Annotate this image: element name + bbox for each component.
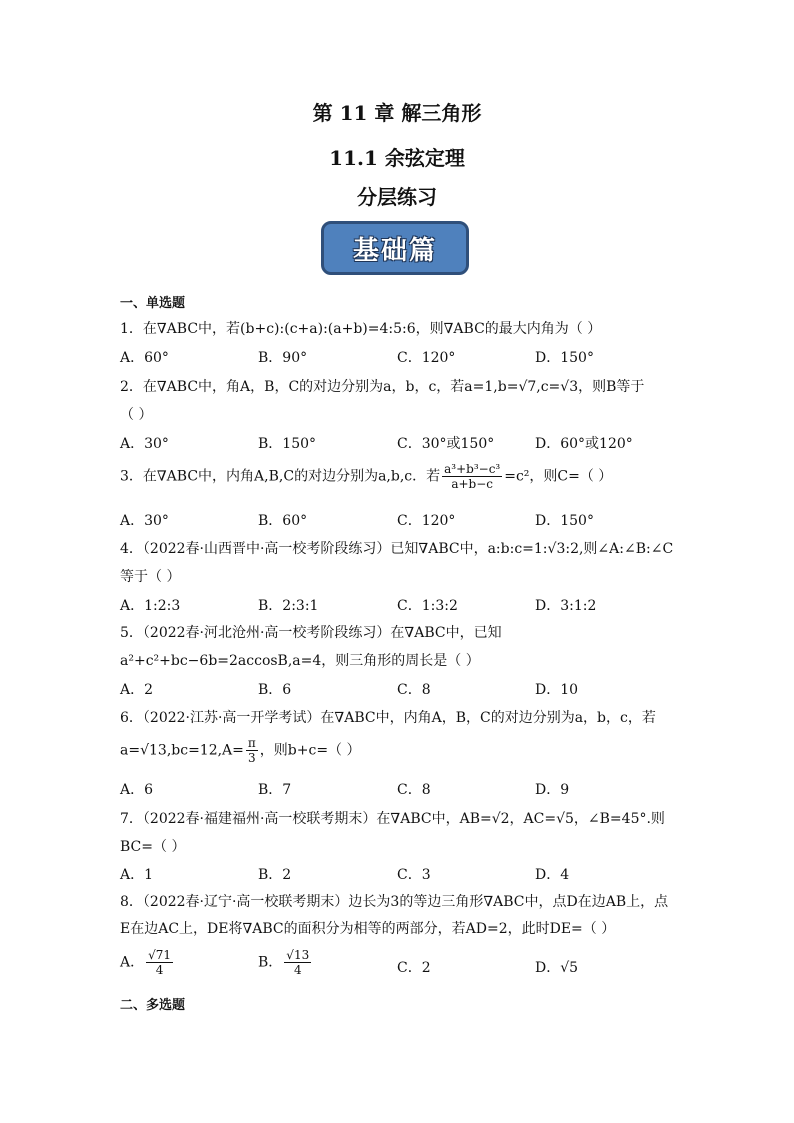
- q7-option-d[interactable]: D．4: [535, 867, 570, 883]
- q5-option-c[interactable]: C．8: [397, 682, 431, 698]
- q7-option-c[interactable]: C．3: [397, 867, 431, 883]
- q1-option-a[interactable]: A．60°: [120, 350, 169, 366]
- question-1-stem: 1．在∇ABC中，若(b+c):(c+a):(a+b)=4:5:6，则∇ABC的最大内角为（ ）: [120, 321, 602, 337]
- q7-option-a[interactable]: A．1: [120, 867, 154, 883]
- chapter-title: 第 11 章 解三角形: [312, 101, 482, 125]
- q3-option-a[interactable]: A．30°: [120, 513, 169, 529]
- q8-option-b[interactable]: [258, 948, 313, 977]
- q6-option-a[interactable]: A．6: [120, 782, 154, 798]
- q6-option-d[interactable]: D．9: [535, 782, 570, 798]
- badge-label: 基础篇: [352, 235, 437, 266]
- question-8-stem: 8．（2022春·辽宁·高一校联考期末）边长为3的等边三角形∇ABC中，点D在边AB上，点: [120, 894, 669, 910]
- question-5-stem: 5．（2022春·河北沧州·高一校考阶段练习）在∇ABC中，已知: [120, 625, 502, 641]
- question-3-stem: [120, 462, 612, 491]
- q5-option-a[interactable]: A．2: [120, 682, 154, 698]
- q4-option-a[interactable]: A．1:2:3: [120, 598, 181, 614]
- q1-option-d[interactable]: D．150°: [535, 350, 594, 366]
- q6-fraction-denominator: 3: [248, 751, 256, 765]
- q8-option-a-label: A．: [120, 954, 145, 971]
- q1-option-b[interactable]: B．90°: [258, 350, 308, 366]
- q4-option-b[interactable]: B．2:3:1: [258, 598, 319, 614]
- q2-option-b[interactable]: B．150°: [258, 436, 317, 452]
- section-heading-multiple-choice: 二、多选题: [120, 998, 186, 1013]
- q6-stem-cont-pre: a=√13,bc=12,A=: [120, 742, 244, 759]
- question-8-stem-cont: E在边AC上，DE将∇ABC的面积分为相等的两部分，若AD=2，此时DE=（ ）: [120, 921, 616, 937]
- q5-option-b[interactable]: B．6: [258, 682, 292, 698]
- q8-option-d[interactable]: D．√5: [535, 960, 579, 976]
- q4-option-c[interactable]: C．1:3:2: [397, 598, 458, 614]
- q8-option-a-denominator: 4: [155, 963, 164, 977]
- question-6-stem-cont: [120, 736, 361, 765]
- q3-stem-post: =c²，则C=（ ）: [504, 468, 613, 485]
- q3-fraction: [442, 462, 502, 491]
- q3-stem-pre: 3．在∇ABC中，内角A,B,C的对边分别为a,b,c．若: [120, 468, 441, 485]
- q8-option-b-label: B．: [258, 954, 283, 971]
- subtitle: 分层练习: [357, 185, 437, 209]
- q8-option-b-numerator: √13: [286, 948, 310, 962]
- question-2-stem: 2．在∇ABC中，角A，B，C的对边分别为a，b，c，若a=1,b=√7,c=√3，则B等于: [120, 379, 645, 395]
- q2-option-d[interactable]: D．60°或120°: [535, 436, 633, 452]
- q3-option-c[interactable]: C．120°: [397, 513, 456, 529]
- q6-option-c[interactable]: C．8: [397, 782, 431, 798]
- q6-fraction-numerator: π: [247, 736, 256, 750]
- question-4-stem: 4．（2022春·山西晋中·高一校考阶段练习）已知∇ABC中，a:b:c=1:√3:2,则∠A:∠B:∠C: [120, 541, 674, 557]
- q6-stem-cont-post: ，则b+c=（ ）: [259, 742, 361, 759]
- q3-fraction-denominator: a+b−c: [451, 477, 494, 491]
- section-title: 11.1 余弦定理: [329, 146, 465, 170]
- question-6-stem: 6．（2022·江苏·高一开学考试）在∇ABC中，内角A，B，C的对边分别为a，b，c，若: [120, 710, 656, 726]
- q3-option-d[interactable]: D．150°: [535, 513, 594, 529]
- question-7-stem-cont: BC=（ ）: [120, 839, 186, 855]
- q2-option-c[interactable]: C．30°或150°: [397, 436, 495, 452]
- q8-option-c[interactable]: C．2: [397, 960, 431, 976]
- q5-option-d[interactable]: D．10: [535, 682, 579, 698]
- q8-option-a[interactable]: [120, 948, 175, 977]
- q6-option-b[interactable]: B．7: [258, 782, 292, 798]
- question-7-stem: 7．（2022春·福建福州·高一校联考期末）在∇ABC中，AB=√2，AC=√5，∠B=45°.则: [120, 811, 665, 827]
- section-heading-single-choice: 一、单选题: [120, 296, 186, 311]
- q8-option-a-numerator: √71: [148, 948, 172, 962]
- q2-option-a[interactable]: A．30°: [120, 436, 169, 452]
- q3-fraction-numerator: a³+b³−c³: [444, 462, 501, 476]
- level-badge: [321, 221, 469, 275]
- question-5-stem-cont: a²+c²+bc−6b=2accosB,a=4，则三角形的周长是（ ）: [120, 653, 480, 669]
- q8-option-b-fraction: [284, 948, 311, 977]
- question-2-stem-cont: （ ）: [120, 407, 153, 423]
- q8-option-a-fraction: [146, 948, 173, 977]
- question-4-stem-cont: 等于（ ）: [120, 569, 181, 585]
- q8-option-b-denominator: 4: [293, 963, 302, 977]
- q3-option-b[interactable]: B．60°: [258, 513, 308, 529]
- q7-option-b[interactable]: B．2: [258, 867, 292, 883]
- q6-fraction: [246, 736, 258, 765]
- q4-option-d[interactable]: D．3:1:2: [535, 598, 597, 614]
- q1-option-c[interactable]: C．120°: [397, 350, 456, 366]
